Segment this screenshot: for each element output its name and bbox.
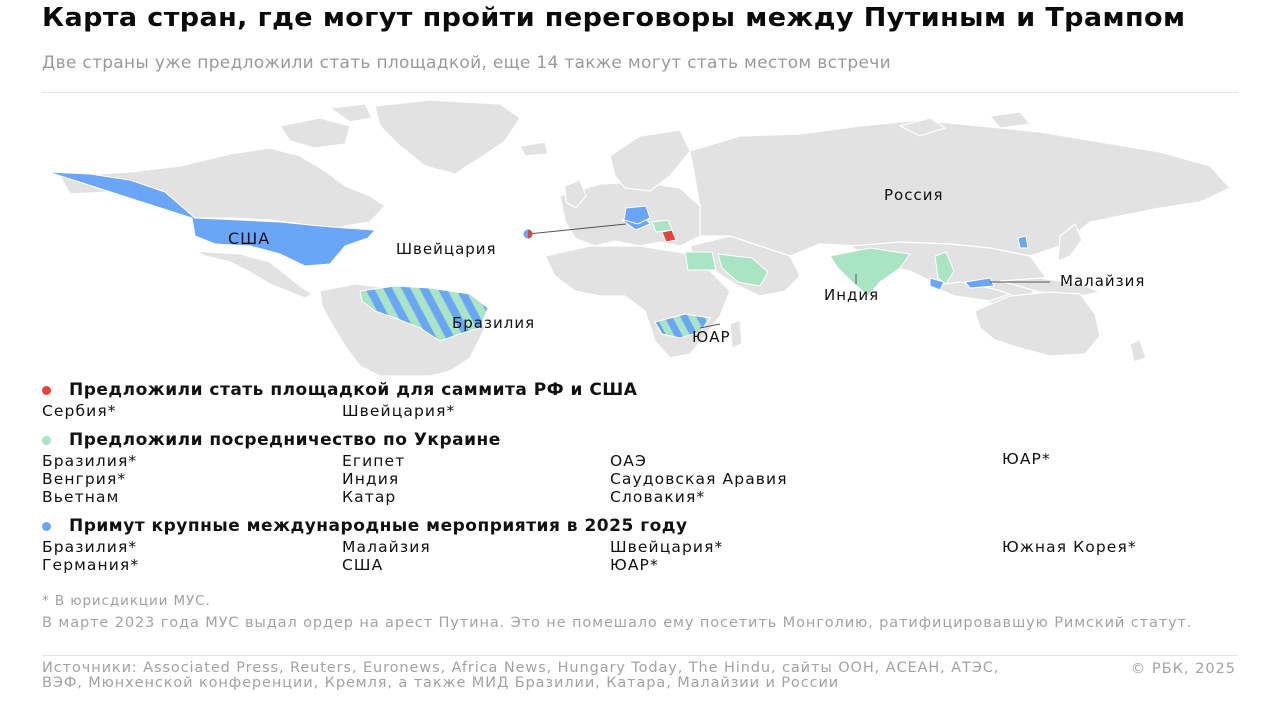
greenland-shape <box>375 100 520 174</box>
label-india: Индия <box>824 286 880 304</box>
legend-item: ЮАР* <box>610 556 659 574</box>
legend-mediation-title: Предложили посредничество по Украине <box>42 430 501 450</box>
legend-item: Вьетнам <box>42 488 120 506</box>
legend-item: ОАЭ <box>610 452 647 470</box>
legend-item: Малайзия <box>342 538 431 556</box>
legend-item: Швейцария* <box>342 402 456 420</box>
page-title: Карта стран, где могут пройти переговоры между Путиным и Трампом <box>42 3 1186 33</box>
footnote: * В юрисдикции МУС. <box>42 593 211 609</box>
legend-item: Словакия* <box>610 488 706 506</box>
scandinavia-shape <box>610 130 690 191</box>
legend-item: Бразилия* <box>42 452 138 470</box>
red-dot-icon <box>42 386 51 395</box>
egypt-shape <box>685 252 716 270</box>
legend-item: Венгрия* <box>42 470 127 488</box>
legend-item: ЮАР* <box>1002 450 1051 468</box>
legend-item: Сербия* <box>42 402 117 420</box>
green-dot-icon <box>42 436 51 445</box>
legend-item: Египет <box>342 452 406 470</box>
note-paragraph: В марте 2023 года МУС выдал ордер на арест Путина. Это не помешало ему посетить Монголию, ратифицировавшую Римский статут. <box>42 615 1193 631</box>
legend-events-title: Примут крупные международные мероприятия в 2025 году <box>42 516 688 536</box>
page-subtitle: Две страны уже предложили стать площадкой, еще 14 также могут стать местом встречи <box>42 53 891 73</box>
hungary-shape <box>652 220 672 232</box>
label-switzerland: Швейцария <box>396 240 497 258</box>
label-usa: США <box>228 229 271 248</box>
world-map <box>0 96 1280 376</box>
legend-item: Германия* <box>42 556 140 574</box>
russia-shape <box>690 120 1230 256</box>
blue-dot-icon <box>42 522 51 531</box>
divider <box>42 655 1238 656</box>
legend-item: Швейцария* <box>610 538 724 556</box>
legend-item: Саудовская Аравия <box>610 470 788 488</box>
legend-item: Катар <box>342 488 397 506</box>
legend-summit-title: Предложили стать площадкой для саммита РФ и США <box>42 380 637 400</box>
legend-item: Южная Корея* <box>1002 538 1137 556</box>
legend-item: Бразилия* <box>42 538 138 556</box>
legend-item: Индия <box>342 470 400 488</box>
copyright: © РБК, 2025 <box>1130 661 1236 677</box>
label-russia: Россия <box>884 186 944 204</box>
label-south-africa: ЮАР <box>692 328 731 346</box>
legend-item: США <box>342 556 384 574</box>
arctic-islands-shape <box>280 118 350 148</box>
divider <box>42 92 1238 93</box>
south-korea-shape <box>1018 236 1028 248</box>
label-malaysia: Малайзия <box>1060 272 1146 290</box>
sources: Источники: Associated Press, Reuters, Euronews, Africa News, Hungary Today, The Hindu, сайты ООН, АСЕАН, АТЭС, ВЭФ, Мюнхенской конференции, Кремля, а также МИД Бразилии, Катара, Малайзии и России <box>42 660 1000 691</box>
label-brazil: Бразилия <box>452 314 536 332</box>
